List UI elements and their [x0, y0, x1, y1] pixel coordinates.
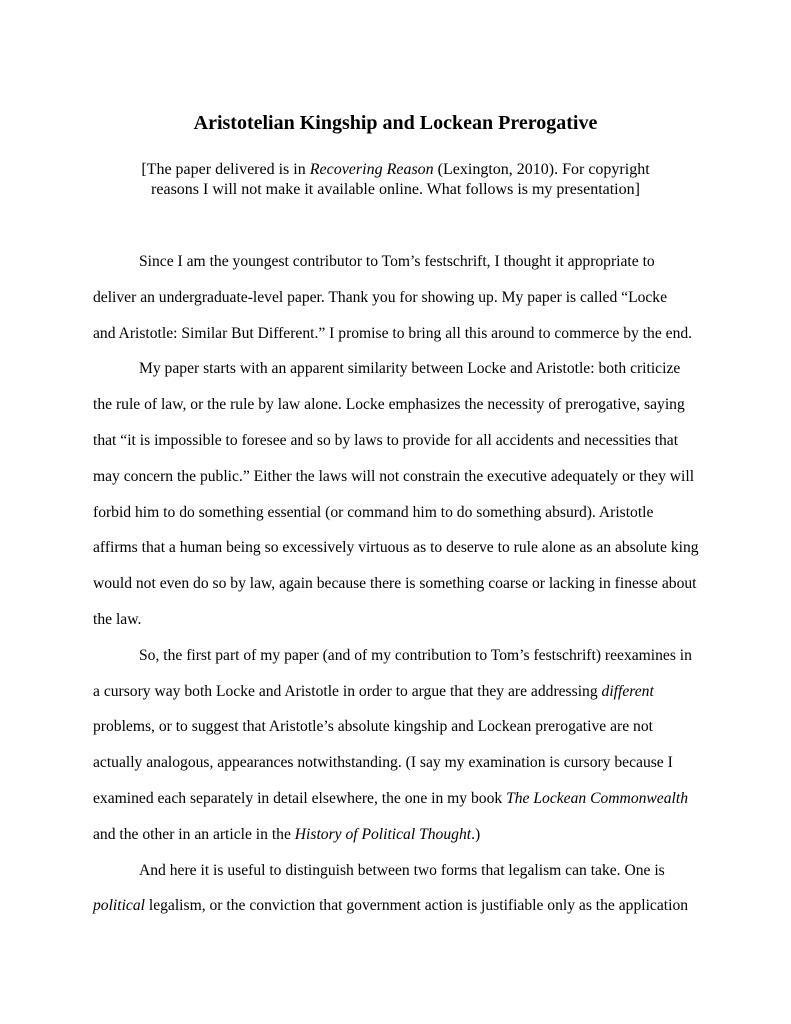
paragraph-line: So, the first part of my paper (and of my contribution to Tom’s festschrift) reexamines in: [139, 646, 692, 664]
line-text: and the other in an article in the: [93, 825, 295, 843]
note-text: (Lexington, 2010). For copyright: [433, 161, 650, 178]
book-title-recovering-reason: Recovering Reason: [309, 161, 434, 178]
publication-note: [0, 160, 791, 200]
book-title-lockean-commonwealth: The Lockean Commonwealth: [506, 789, 688, 807]
paragraph-line: affirms that a human being so excessively virtuous as to deserve to rule alone as an absolute king: [93, 539, 699, 557]
paragraph-line: deliver an undergraduate-level paper. Thank you for showing up. My paper is called “Locke: [93, 288, 668, 306]
document-title: Aristotelian Kingship and Lockean Prerogative: [193, 112, 598, 134]
paragraph-line: and Aristotle: Similar But Different.” I promise to bring all this around to commerce by the end.: [93, 324, 693, 342]
note-line-2: reasons I will not make it available online. What follows is my presentation]: [151, 181, 640, 198]
note-line-1: [0, 160, 791, 180]
paragraph-line: the law.: [93, 610, 142, 628]
paragraph-line: [93, 817, 703, 853]
paragraph-line: Since I am the youngest contributor to Tom’s festschrift, I thought it appropriate to: [139, 253, 655, 270]
emphasis-political: political: [93, 897, 145, 915]
emphasis-different: different: [601, 682, 654, 700]
paragraph-line: [93, 888, 703, 924]
journal-title-history-of-political-thought: History of Political Thought: [294, 825, 472, 843]
line-text: a cursory way both Locke and Aristotle in order to argue that they are addressing: [93, 682, 602, 700]
paragraph-line: the rule of law, or the rule by law alone. Locke emphasizes the necessity of prerogative, saying: [93, 396, 685, 414]
paragraph-line: [93, 781, 703, 817]
line-text: legalism, or the conviction that government action is justifiable only as the application: [144, 897, 689, 915]
paragraph-line: And here it is useful to distinguish between two forms that legalism can take. One is: [139, 861, 665, 879]
paragraph-line: [93, 674, 703, 710]
note-text: [The paper delivered is in: [141, 161, 310, 178]
line-text: .): [471, 825, 481, 843]
paragraph-line: may concern the public.” Either the laws will not constrain the executive adequately or they will: [93, 467, 695, 485]
paragraph-line: actually analogous, appearances notwithstanding. (I say my examination is cursory because I: [93, 754, 673, 772]
body-text: [93, 244, 703, 924]
paragraph-line: My paper starts with an apparent similarity between Locke and Aristotle: both criticize: [139, 360, 681, 378]
paragraph-line: problems, or to suggest that Aristotle’s absolute kingship and Lockean prerogative are not: [93, 718, 653, 736]
line-text: examined each separately in detail elsewhere, the one in my book: [93, 789, 507, 807]
paragraph-line: forbid him to do something essential (or command him to do something absurd). Aristotle: [93, 503, 654, 521]
paragraph-line: that “it is impossible to foresee and so by laws to provide for all accidents and necessities that: [93, 431, 679, 449]
paragraph-line: would not even do so by law, again because there is something coarse or lacking in finesse about: [93, 575, 697, 593]
